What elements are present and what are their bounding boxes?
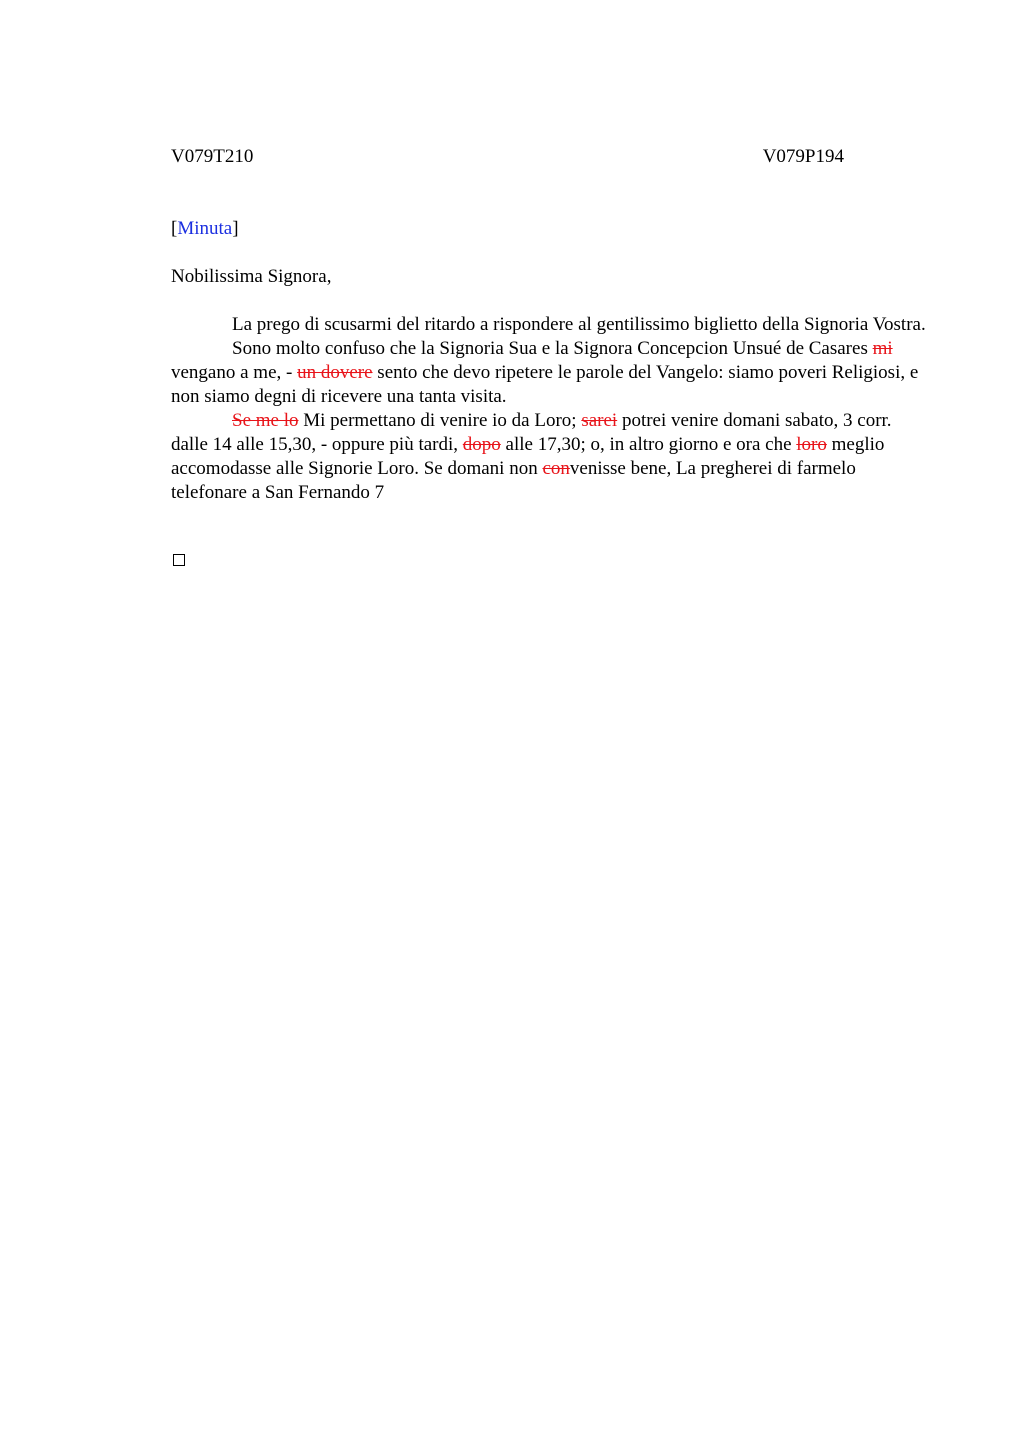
- draft-tag: [171, 218, 239, 240]
- text: Sono molto confuso che la Signoria Sua e la Signora Concepcion Unsué de Casares: [232, 338, 873, 359]
- right-code: V079P194: [762, 146, 844, 167]
- empty-square-icon: [173, 554, 185, 566]
- paragraph-1: [171, 313, 931, 337]
- tag-open-bracket: [: [171, 218, 178, 239]
- deleted-text: dopo: [462, 434, 501, 455]
- salutation: Nobilissima Signora,: [171, 266, 332, 287]
- deleted-text: sarei: [581, 410, 618, 431]
- deleted-text: mi: [872, 338, 893, 359]
- text: sento che devo ripetere le parole del Vangelo: siamo poveri Religiosi, e non siamo degni di ricevere una tanta visita.: [171, 362, 919, 407]
- text: vengano a me, -: [171, 362, 298, 383]
- text: Mi permettano di venire io da Loro;: [298, 410, 582, 431]
- document-codes: [171, 146, 844, 170]
- tag-label: Minuta: [177, 218, 233, 239]
- text: La prego di scusarmi del ritardo a rispondere al gentilissimo biglietto della Signoria Vostra.: [232, 314, 926, 335]
- deleted-text: con: [542, 458, 570, 479]
- paragraph-2: [171, 337, 931, 409]
- tag-close-bracket: ]: [232, 218, 239, 239]
- text: potrei venire domani sabato, 3 corr. dalle 14 alle 15,30, - oppure più tardi,: [171, 410, 892, 455]
- deleted-text: un dovere: [297, 362, 373, 383]
- text: meglio accomodasse alle Signorie Loro. Se domani non: [171, 434, 885, 479]
- text: venisse bene, La pregherei di farmelo telefonare a San Fernando 7: [171, 458, 856, 503]
- deleted-text: Se me lo: [232, 410, 299, 431]
- left-code: V079T210: [171, 146, 254, 167]
- deleted-text: loro: [796, 434, 827, 455]
- letter-body: [171, 313, 931, 505]
- text: alle 17,30; o, in altro giorno e ora che: [500, 434, 797, 455]
- paragraph-3: [171, 409, 931, 505]
